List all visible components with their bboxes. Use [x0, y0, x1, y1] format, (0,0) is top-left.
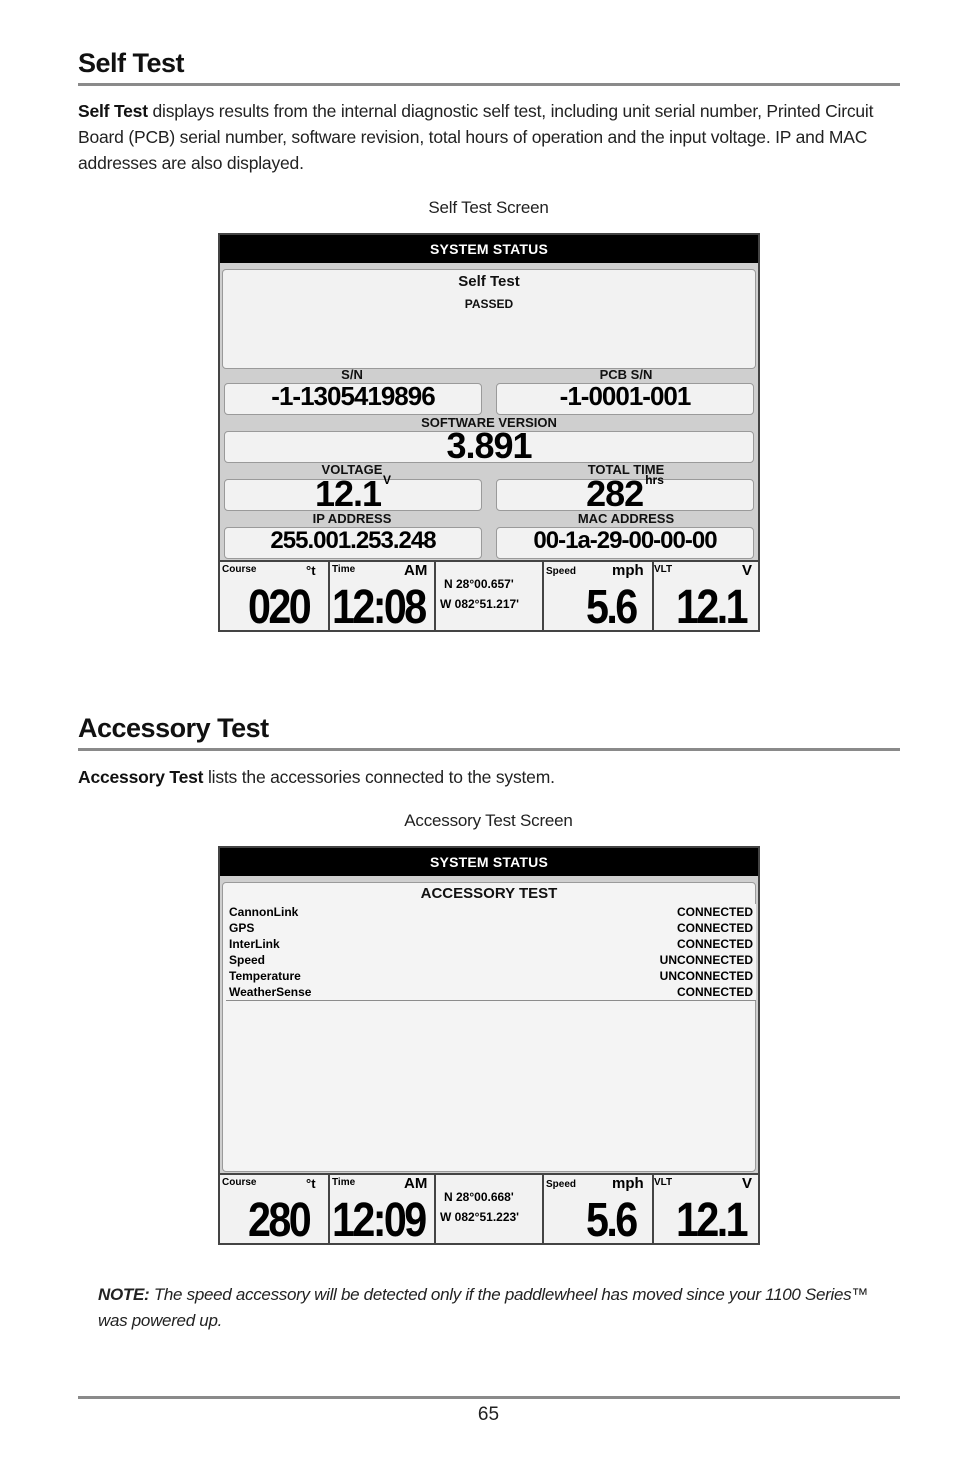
pcb-label: PCB S/N: [599, 367, 653, 382]
status-footer: [220, 1173, 758, 1245]
time-ampm: AM: [404, 562, 428, 579]
paragraph-lead: Self Test: [78, 101, 148, 121]
total-time-value-wrap: [496, 473, 754, 515]
course-cell: [220, 562, 330, 632]
software-version-label: SOFTWARE VERSION: [421, 415, 557, 430]
self-test-screen: [218, 233, 760, 632]
pcb-value: -1-0001-001: [559, 381, 691, 411]
page-number: 65: [477, 1404, 500, 1425]
accessory-name: WeatherSense: [229, 985, 312, 999]
speed-unit: mph: [612, 562, 644, 579]
speed-value: 5.6: [586, 581, 636, 632]
note-text: The speed accessory will be detected only if the paddlewheel has moved since your 1100 Series™ was powered up.: [98, 1285, 869, 1330]
list-item: [226, 984, 756, 1001]
speed-value: 5.6: [586, 1194, 636, 1245]
course-cell: [220, 1175, 330, 1245]
list-item: [226, 952, 756, 969]
figure-caption: Self Test Screen: [428, 198, 549, 217]
longitude: W 082°51.217': [440, 597, 520, 611]
figure-caption: Accessory Test Screen: [404, 811, 573, 830]
test-result: PASSED: [464, 297, 514, 311]
course-value: 020: [248, 581, 310, 632]
course-label: Course: [222, 564, 257, 575]
accessory-test-screen: [218, 846, 760, 1245]
course-label: Course: [222, 1177, 257, 1188]
sn-label: S/N: [341, 367, 363, 382]
position-cell: [434, 562, 544, 632]
accessory-name: GPS: [229, 921, 255, 935]
accessory-name: Speed: [229, 953, 266, 967]
paragraph-lead: Accessory Test: [78, 767, 204, 787]
time-value: 12:09: [332, 1194, 425, 1245]
vlt-unit: V: [742, 562, 753, 579]
vlt-label: VLT: [654, 1177, 673, 1188]
time-label: Time: [332, 564, 356, 575]
accessory-status: CONNECTED: [676, 921, 753, 935]
position-cell: [434, 1175, 544, 1245]
screen-subtitle: Self Test: [458, 273, 520, 290]
paragraph-text: lists the accessories connected to the system.: [203, 767, 555, 787]
footer-rule: [78, 1396, 900, 1399]
time-value: 12:08: [332, 581, 425, 632]
course-unit: °t: [306, 563, 316, 578]
speed-cell: [542, 1175, 654, 1245]
section-heading-accessory-test: Accessory Test: [78, 713, 269, 743]
longitude: W 082°51.223': [440, 1210, 520, 1224]
accessory-status: CONNECTED: [676, 985, 753, 999]
screen-title-bar: SYSTEM STATUS: [220, 848, 758, 876]
vlt-cell: [652, 562, 758, 632]
accessory-test-paragraph: [78, 764, 900, 790]
voltage-value: 12.1: [314, 473, 382, 514]
accessory-status: CONNECTED: [676, 937, 753, 951]
note-lead: NOTE:: [98, 1285, 150, 1304]
sn-value: -1-1305419896: [271, 381, 435, 411]
screen-title-bar: SYSTEM STATUS: [220, 235, 758, 263]
note-paragraph: [98, 1282, 898, 1334]
heading-rule: [78, 83, 900, 86]
voltage-unit: V: [383, 473, 392, 487]
paragraph-text: displays results from the internal diagnostic self test, including unit serial number, Printed Circuit Board (PCB) serial number, software revision, total hours of operation and the input voltage. IP and MAC addresses are also displayed.: [78, 101, 874, 173]
voltage-value-wrap: [224, 473, 482, 515]
total-time-value: 282: [586, 473, 644, 514]
vlt-value: 12.1: [676, 581, 747, 632]
voltage-label: VOLTAGE: [321, 462, 383, 477]
ip-address-value: 255.001.253.248: [270, 527, 436, 554]
time-ampm: AM: [404, 1175, 428, 1192]
accessory-name: CannonLink: [229, 905, 299, 919]
vlt-unit: V: [742, 1175, 753, 1192]
speed-label: Speed: [546, 566, 577, 577]
ip-address-label: IP ADDRESS: [312, 511, 392, 526]
course-unit: °t: [306, 1176, 316, 1191]
speed-cell: [542, 562, 654, 632]
time-label: Time: [332, 1177, 356, 1188]
list-item: [226, 968, 756, 985]
list-item: [226, 904, 756, 921]
list-item: [226, 920, 756, 937]
accessory-status: UNCONNECTED: [659, 969, 753, 983]
course-value: 280: [248, 1194, 310, 1245]
list-item: [226, 936, 756, 953]
section-heading-self-test: Self Test: [78, 48, 185, 78]
accessory-name: Temperature: [229, 969, 301, 983]
accessory-status: CONNECTED: [676, 905, 753, 919]
self-test-paragraph: [78, 98, 900, 176]
vlt-cell: [652, 1175, 758, 1245]
total-time-unit: hrs: [645, 473, 664, 487]
vlt-value: 12.1: [676, 1194, 747, 1245]
software-version-value: 3.891: [446, 425, 532, 466]
heading-rule: [78, 748, 900, 751]
accessory-name: InterLink: [229, 937, 280, 951]
time-cell: [328, 1175, 436, 1245]
screen-subtitle: ACCESSORY TEST: [420, 885, 558, 902]
latitude: N 28°00.668': [444, 1190, 514, 1204]
mac-address-label: MAC ADDRESS: [577, 511, 675, 526]
total-time-label: TOTAL TIME: [587, 462, 665, 477]
vlt-label: VLT: [654, 564, 673, 575]
mac-address-value: 00-1a-29-00-00-00: [533, 527, 717, 554]
speed-unit: mph: [612, 1175, 644, 1192]
time-cell: [328, 562, 436, 632]
status-footer: [220, 560, 758, 632]
accessory-status: UNCONNECTED: [659, 953, 753, 967]
latitude: N 28°00.657': [444, 577, 514, 591]
speed-label: Speed: [546, 1179, 577, 1190]
